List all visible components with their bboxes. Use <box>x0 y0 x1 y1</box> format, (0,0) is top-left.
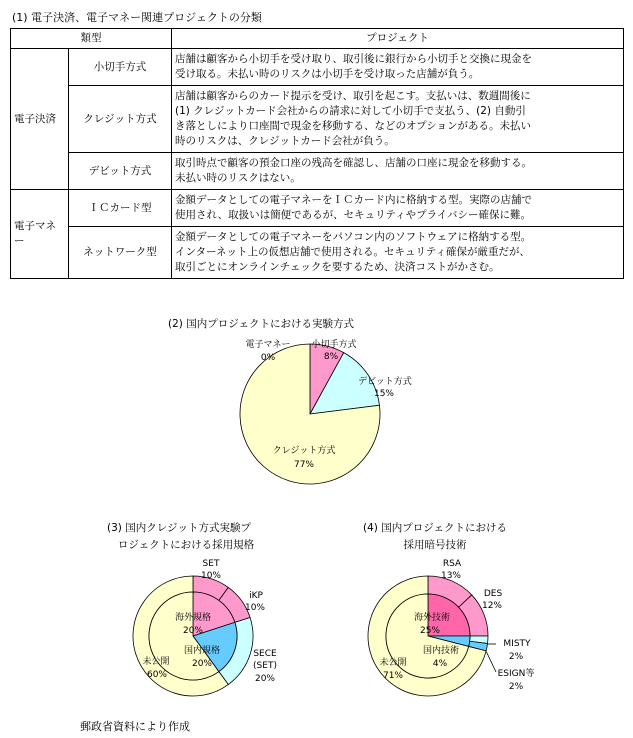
header-project: プロジェクト <box>172 29 624 49</box>
chart4-title-line2: 採用暗号技術 <box>403 539 467 551</box>
description-line: 受け取る。未払い時のリスクは小切手を受け取った店舗が負う。 <box>175 68 480 80</box>
method-cell: ＩＣカード型 <box>69 190 172 227</box>
chart3-label-sece-sub: (SET) <box>253 661 277 671</box>
description-line: 金額データとしての電子マネーをＩＣカード内に格納する型。実際の店舗で <box>175 194 532 206</box>
chart3-value-overseas: 20% <box>182 626 204 636</box>
description-line: き落としにより口座間で現金を移動する、などのオプションがある。未払い <box>175 120 532 132</box>
chart4-label-rsa: RSA <box>442 559 462 569</box>
chart2-label-debit: デビット方式 <box>358 377 412 387</box>
chart4-label-domestic: 国内技術 <box>422 646 460 656</box>
chart3-label-unpublished: 未公開 <box>142 657 170 667</box>
chart3-value-unpublished: 60% <box>146 670 168 680</box>
description-line: 店舗は顧客からのカード提示を受け、取引を起こす。支払いは、数週間後に <box>175 90 531 102</box>
chart4-label-overseas: 海外技術 <box>413 613 451 623</box>
chart4-value-misty: 2% <box>508 652 524 662</box>
section1-title: (1) 電子決済、電子マネー関連プロジェクトの分類 <box>12 11 262 24</box>
description-line: 取引時点で顧客の預金口座の残高を確認し、店舗の口座に現金を移動する。 <box>175 157 532 169</box>
chart4-label-misty: MISTY <box>503 639 531 649</box>
chart4-label-des: DES <box>483 589 503 599</box>
header-type: 類型 <box>11 29 172 49</box>
chart2-label-credit: クレジット方式 <box>272 446 336 456</box>
chart3-label-overseas: 海外規格 <box>174 613 212 623</box>
chart2-title: (2) 国内プロジェクトにおける実験方式 <box>167 318 355 330</box>
chart3-label-ikp: iKP <box>249 591 263 601</box>
description-line: 金額データとしての電子マネーをパソコン内のソフトウェアに格納する型。 <box>175 231 532 243</box>
chart4-value-des: 12% <box>481 601 503 611</box>
chart4-value-esign: 2% <box>508 682 524 692</box>
description-line: 未払い時のリスクはない。 <box>175 172 301 184</box>
description-line: 取引ごとにオンラインチェックを要するため、決済コストがかさむ。 <box>175 261 500 273</box>
chart3-label-set: SET <box>202 559 220 569</box>
chart3-value-domestic: 20% <box>191 659 213 669</box>
method-cell: ネットワーク型 <box>69 227 172 279</box>
chart4-value-unpublished: 71% <box>382 671 404 681</box>
chart4-value-rsa: 13% <box>440 571 462 581</box>
chart2-value-emoney: 0% <box>260 353 276 363</box>
category-cell: 電子決済 <box>11 49 69 190</box>
chart3-label-domestic: 国内規格 <box>183 646 221 656</box>
description-line: インターネット上の仮想店舗で使用される。セキュリティ確保が厳重だが、 <box>175 246 531 258</box>
chart4-label-esign: ESIGN等 <box>497 669 535 679</box>
description-line: (1) クレジットカード会社からの請求に対して小切手で支払う、(2) 自動引 <box>175 105 526 117</box>
chart2-value-credit: 77% <box>293 460 315 470</box>
source-note: 郵政省資料により作成 <box>80 720 190 733</box>
chart3-value-set: 10% <box>200 571 222 581</box>
description-line: 使用され、取扱いは簡便であるが、セキュリティやプライバシー確保に難。 <box>175 209 532 221</box>
method-cell: デビット方式 <box>69 153 172 190</box>
chart2-value-debit: 15% <box>373 389 395 399</box>
chart3-title-line1: (3) 国内クレジット方式実験プ <box>107 522 251 534</box>
chart4-value-domestic: 4% <box>432 659 448 669</box>
chart2-label-emoney: 電子マネー <box>245 340 291 350</box>
description-line: 店舗は顧客から小切手を受け取り、取引後に銀行から小切手と交換に現金を <box>175 53 532 65</box>
category-cell: 電子マネー <box>11 190 69 279</box>
method-cell: クレジット方式 <box>69 86 172 153</box>
chart3-label-sece: SECE <box>253 649 277 659</box>
chart4-label-unpublished: 未公開 <box>379 658 407 668</box>
chart3-value-sece: 20% <box>254 674 276 684</box>
method-cell: 小切手方式 <box>69 49 172 86</box>
description-line: 時のリスクは、クレジットカード会社が負う。 <box>175 135 395 147</box>
chart2-label-check: 小切手方式 <box>311 340 357 350</box>
chart4-title-line1: (4) 国内プロジェクトにおける <box>362 522 508 534</box>
chart3-value-ikp: 10% <box>244 603 266 613</box>
chart3-title-line2: ロジェクトにおける採用規格 <box>117 539 255 551</box>
chart4-value-overseas: 25% <box>419 626 441 636</box>
chart4-leader-esign <box>486 651 496 672</box>
chart2-value-check: 8% <box>323 352 339 362</box>
